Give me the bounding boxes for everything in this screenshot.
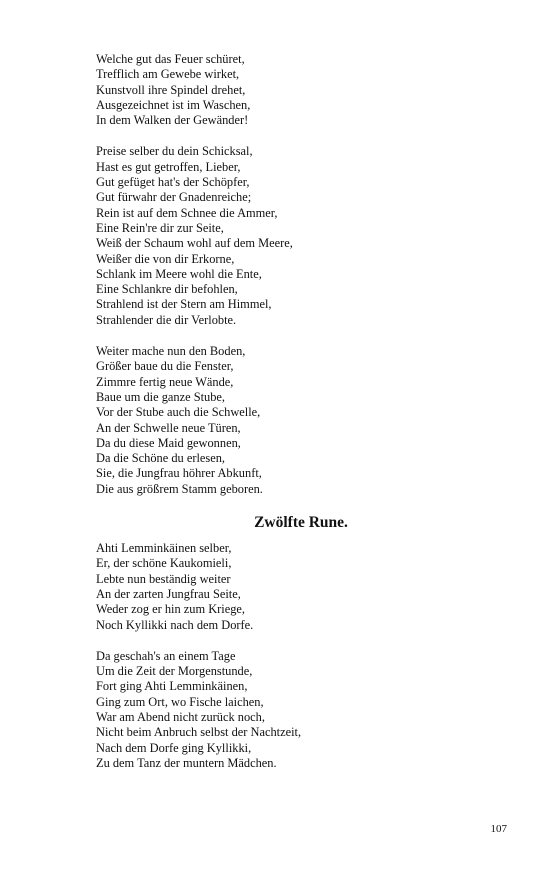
poem-line: Ausgezeichnet ist im Waschen, [96,97,251,112]
poem-line: Gut fürwahr der Gnadenreiche; [96,190,252,205]
poem-line: Baue um die ganze Stube, [96,389,226,404]
poem-line: Weiter mache nun den Boden, [96,344,246,359]
poem-line: Strahlend ist der Stern am Himmel, [96,297,272,312]
poem-line: Weiß der Schaum wohl auf dem Meere, [96,236,293,251]
stanza-group-after [96,541,456,771]
poem-line: Nach dem Dorfe ging Kyllikki, [96,740,252,755]
poem-line: Gut gefüget hat's der Schöpfer, [96,175,250,190]
poem-line: Schlank im Meere wohl die Ente, [96,266,262,281]
poem-text [96,52,456,787]
poem-line: War am Abend nicht zurück noch, [96,709,265,724]
poem-line: Kunstvoll ihre Spindel drehet, [96,82,246,97]
poem-line: Vor der Stube auch die Schwelle, [96,405,261,420]
page-number: 107 [490,823,507,835]
poem-line: An der zarten Jungfrau Seite, [96,586,241,601]
stanza-group-before [96,52,456,497]
stanza [96,344,456,497]
poem-line: Größer baue du die Fenster, [96,359,234,374]
poem-line: Fort ging Ahti Lemminkäinen, [96,679,248,694]
poem-line: Noch Kyllikki nach dem Dorfe. [96,617,254,632]
stanza [96,649,456,771]
poem-line: An der Schwelle neue Türen, [96,420,241,435]
poem-line: Da die Schöne du erlesen, [96,451,226,466]
poem-line: Ging zum Ort, wo Fische laichen, [96,694,264,709]
poem-line: Sie, die Jungfrau höhrer Abkunft, [96,466,262,481]
poem-line: Trefflich am Gewebe wirket, [96,67,240,82]
poem-line: Da du diese Maid gewonnen, [96,435,241,450]
poem-line: Preise selber du dein Schicksal, [96,144,253,159]
poem-line: Lebte nun beständig weiter [96,571,231,586]
stanza [96,52,456,128]
poem-line: In dem Walken der Gewänder! [96,113,249,128]
poem-line: Welche gut das Feuer schüret, [96,52,245,66]
poem-line: Weißer die von dir Erkorne, [96,251,235,266]
poem-line: Hast es gut getroffen, Lieber, [96,159,241,174]
poem-line: Zu dem Tanz der muntern Mädchen. [96,755,277,770]
poem-line: Um die Zeit der Morgenstunde, [96,664,253,679]
poem-line: Eine Rein're dir zur Seite, [96,220,224,235]
poem-line: Zimmre fertig neue Wände, [96,374,234,389]
poem-line: Da geschah's an einem Tage [96,648,236,663]
poem-line: Eine Schlankre dir befohlen, [96,282,238,297]
poem-line: Rein ist auf dem Schnee die Ammer, [96,205,278,220]
poem-line: Die aus größrem Stamm geboren. [96,481,263,496]
stanza [96,541,456,633]
poem-line: Ahti Lemminkäinen selber, [96,541,232,556]
poem-line: Nicht beim Anbruch selbst der Nachtzeit, [96,725,302,740]
poem-line: Er, der schöne Kaukomieli, [96,556,232,571]
chapter-title: Zwölfte Rune. [254,514,348,532]
poem-line: Strahlender die dir Verlobte. [96,312,237,327]
poem-line: Weder zog er hin zum Kriege, [96,602,246,617]
stanza [96,144,456,328]
